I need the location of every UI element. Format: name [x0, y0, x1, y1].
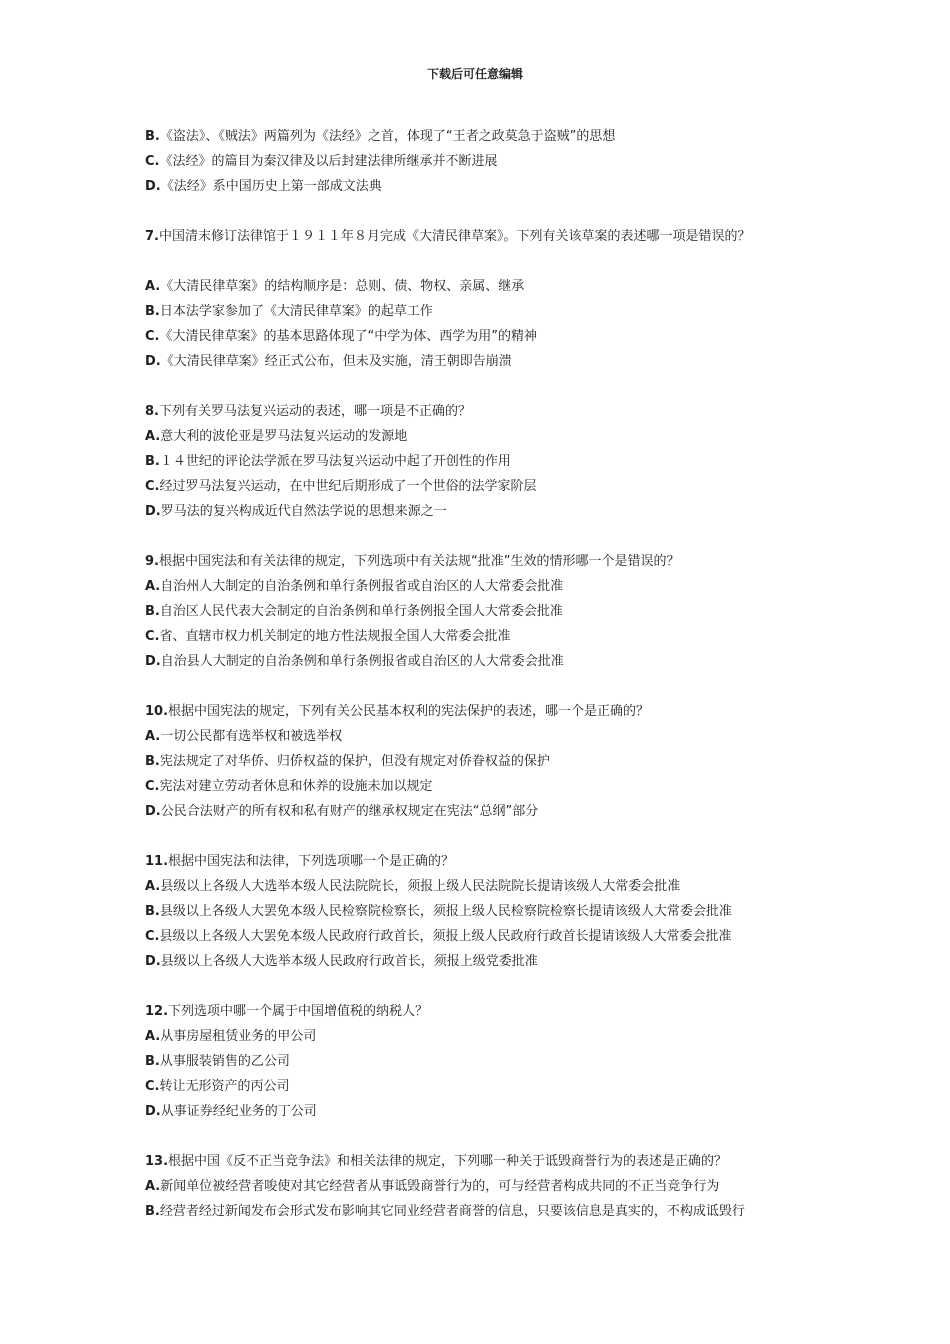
option-text: １４世纪的评论法学派在罗马法复兴运动中起了开创性的作用 — [159, 454, 511, 469]
question-text: 根据中国《反不正当竞争法》和相关法律的规定，下列哪一种关于诋毁商誉行为的表述是正确的？ — [168, 1154, 728, 1169]
option-text: 县级以上各级人大罢免本级人民政府行政首长，须报上级人民政府行政首长提请该级人大常委会批准 — [159, 929, 732, 944]
option-label: C. — [145, 1079, 160, 1094]
answer-option — [145, 949, 845, 974]
option-label: A. — [145, 279, 161, 294]
answer-option — [145, 324, 845, 349]
option-label: D. — [145, 179, 161, 194]
question-number: 10. — [145, 704, 169, 719]
option-label: A. — [145, 1179, 161, 1194]
option-label: C. — [145, 479, 160, 494]
answer-option — [145, 274, 845, 299]
option-label: C. — [145, 629, 160, 644]
answer-option — [145, 424, 845, 449]
question-text: 中国清末修订法律馆于１９１１年８月完成《大清民律草案》。下列有关该草案的表述哪一项是错误的？ — [158, 229, 751, 244]
question-number: 8. — [145, 404, 159, 419]
option-label: A. — [145, 429, 161, 444]
question-stem — [145, 699, 845, 724]
option-text: 《大清民律草案》的基本思路体现了“中学为体、西学为用”的精神 — [159, 329, 537, 344]
option-label: B. — [145, 754, 160, 769]
question-list — [145, 124, 845, 1224]
answer-option — [145, 924, 845, 949]
blank-line — [145, 674, 845, 699]
option-text: 从事房屋租赁业务的甲公司 — [160, 1029, 317, 1044]
blank-line — [145, 824, 845, 849]
question-stem — [145, 1149, 845, 1174]
option-label: B. — [145, 129, 160, 144]
option-label: A. — [145, 1029, 161, 1044]
option-text: 从事证券经纪业务的丁公司 — [160, 1104, 317, 1119]
question-stem — [145, 549, 845, 574]
answer-option — [145, 1049, 845, 1074]
option-text: 经营者经过新闻发布会形式发布影响其它同业经营者商誉的信息，只要该信息是真实的，不构成诋毁行 — [159, 1204, 745, 1219]
option-label: C. — [145, 154, 160, 169]
question-text: 下列有关罗马法复兴运动的表述，哪一项是不正确的？ — [158, 404, 471, 419]
option-label: A. — [145, 579, 161, 594]
option-label: B. — [145, 1054, 160, 1069]
blank-line — [145, 374, 845, 399]
option-label: B. — [145, 904, 160, 919]
question-text: 根据中国宪法的规定，下列有关公民基本权利的宪法保护的表述，哪一个是正确的？ — [168, 704, 650, 719]
option-text: 宪法对建立劳动者休息和休养的设施未加以规定 — [159, 779, 433, 794]
answer-option — [145, 124, 845, 149]
page-header: 下载后可任意编辑 — [426, 67, 523, 81]
option-text: 《大清民律草案》经正式公布，但未及实施，清王朝即告崩溃 — [160, 354, 512, 369]
answer-option — [145, 749, 845, 774]
option-text: 经过罗马法复兴运动，在中世纪后期形成了一个世俗的法学家阶层 — [159, 479, 537, 494]
option-label: D. — [145, 954, 161, 969]
option-label: B. — [145, 454, 160, 469]
question-number: 7. — [145, 229, 159, 244]
option-text: 公民合法财产的所有权和私有财产的继承权规定在宪法“总纲”部分 — [160, 804, 539, 819]
option-text: 日本法学家参加了《大清民律草案》的起草工作 — [159, 304, 433, 319]
option-text: 罗马法的复兴构成近代自然法学说的思想来源之一 — [160, 504, 447, 519]
question-stem — [145, 999, 845, 1024]
answer-option — [145, 599, 845, 624]
question-number: 9. — [145, 554, 159, 569]
answer-option — [145, 299, 845, 324]
answer-option — [145, 1099, 845, 1124]
answer-option — [145, 624, 845, 649]
option-text: 《盗法》、《贼法》两篇列为《法经》之首，体现了“王者之政莫急于盗贼”的思想 — [159, 129, 616, 144]
option-text: 《法经》系中国历史上第一部成文法典 — [160, 179, 382, 194]
question-text: 下列选项中哪一个属于中国增值税的纳税人？ — [168, 1004, 429, 1019]
blank-line — [145, 1124, 845, 1149]
blank-line — [145, 199, 845, 224]
option-label: D. — [145, 1104, 161, 1119]
answer-option — [145, 799, 845, 824]
answer-option — [145, 724, 845, 749]
option-text: 新闻单位被经营者唆使对其它经营者从事诋毁商誉行为的，可与经营者构成共同的不正当竞争行为 — [160, 1179, 720, 1194]
blank-line — [145, 974, 845, 999]
blank-line — [145, 524, 845, 549]
answer-option — [145, 649, 845, 674]
answer-option — [145, 899, 845, 924]
option-label: D. — [145, 504, 161, 519]
question-text: 根据中国宪法和有关法律的规定，下列选项中有关法规“批准”生效的情形哪一个是错误的？ — [158, 554, 680, 569]
answer-option — [145, 349, 845, 374]
option-text: 自治州人大制定的自治条例和单行条例报省或自治区的人大常委会批准 — [160, 579, 564, 594]
answer-option — [145, 574, 845, 599]
question-number: 13. — [145, 1154, 169, 1169]
option-text: 转让无形资产的丙公司 — [159, 1079, 290, 1094]
blank-line — [145, 249, 845, 274]
answer-option — [145, 1024, 845, 1049]
option-label: C. — [145, 929, 160, 944]
answer-option — [145, 474, 845, 499]
option-label: B. — [145, 1204, 160, 1219]
option-text: 《法经》的篇目为秦汉律及以后封建法律所继承并不断进展 — [159, 154, 498, 169]
question-number: 11. — [145, 854, 169, 869]
option-label: D. — [145, 804, 161, 819]
answer-option — [145, 1074, 845, 1099]
option-text: 省、直辖市权力机关制定的地方性法规报全国人大常委会批准 — [159, 629, 511, 644]
option-text: 自治县人大制定的自治条例和单行条例报省或自治区的人大常委会批准 — [160, 654, 564, 669]
option-label: A. — [145, 729, 161, 744]
question-stem — [145, 224, 845, 249]
option-text: 县级以上各级人大选举本级人民法院院长，须报上级人民法院院长提请该级人大常委会批准 — [160, 879, 681, 894]
option-text: 从事服装销售的乙公司 — [159, 1054, 290, 1069]
option-text: 自治区人民代表大会制定的自治条例和单行条例报全国人大常委会批准 — [159, 604, 563, 619]
option-label: C. — [145, 329, 160, 344]
question-number: 12. — [145, 1004, 169, 1019]
option-text: 宪法规定了对华侨、归侨权益的保护，但没有规定对侨眷权益的保护 — [159, 754, 550, 769]
answer-option — [145, 149, 845, 174]
question-stem — [145, 849, 845, 874]
option-text: 意大利的波伦亚是罗马法复兴运动的发源地 — [160, 429, 408, 444]
option-label: D. — [145, 654, 161, 669]
answer-option — [145, 449, 845, 474]
option-label: A. — [145, 879, 161, 894]
answer-option — [145, 1174, 845, 1199]
option-label: B. — [145, 604, 160, 619]
answer-option — [145, 499, 845, 524]
answer-option — [145, 774, 845, 799]
question-text: 根据中国宪法和法律，下列选项哪一个是正确的？ — [168, 854, 455, 869]
answer-option — [145, 874, 845, 899]
answer-option — [145, 174, 845, 199]
option-text: 县级以上各级人大罢免本级人民检察院检察长，须报上级人民检察院检察长提请该级人大常委会批准 — [159, 904, 732, 919]
option-text: 县级以上各级人大选举本级人民政府行政首长，须报上级党委批准 — [160, 954, 538, 969]
question-stem — [145, 399, 845, 424]
option-label: D. — [145, 354, 161, 369]
option-text: 《大清民律草案》的结构顺序是：总则、债、物权、亲属、继承 — [160, 279, 525, 294]
option-label: B. — [145, 304, 160, 319]
option-label: C. — [145, 779, 160, 794]
answer-option — [145, 1199, 845, 1224]
option-text: 一切公民都有选举权和被选举权 — [160, 729, 343, 744]
